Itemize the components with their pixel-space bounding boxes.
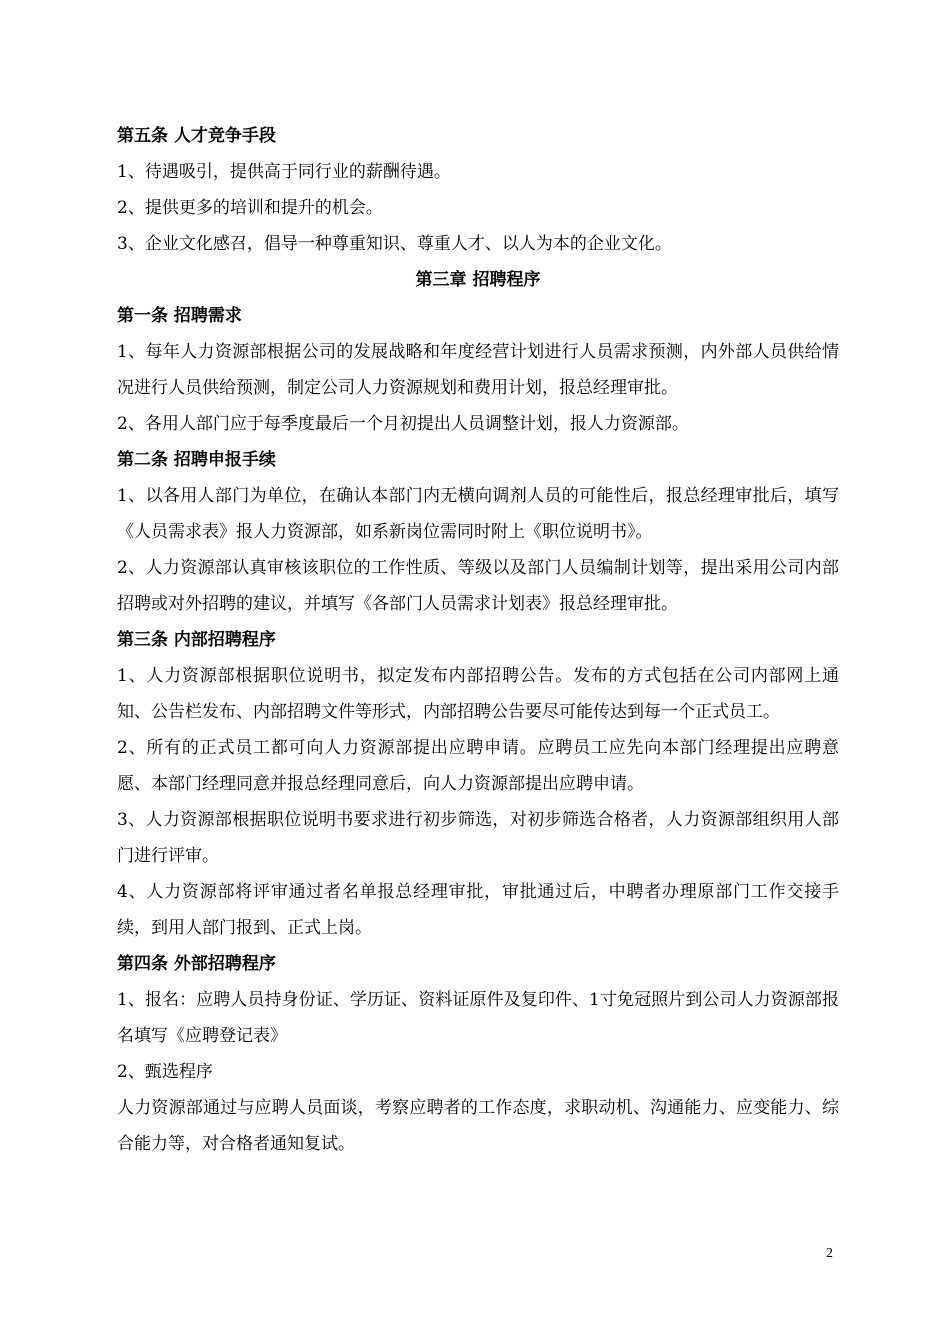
page-number: 2: [826, 1246, 833, 1261]
paragraph: 1、每年人力资源部根据公司的发展战略和年度经营计划进行人员需求预测，内外部人员供给情况进行人员供给预测，制定公司人力资源规划和费用计划，报总经理审批。: [117, 342, 839, 398]
paragraph: 1、以各用人部门为单位，在确认本部门内无横向调剂人员的可能性后，报总经理审批后，填写《人员需求表》报人力资源部，如系新岗位需同时附上《职位说明书》。: [117, 486, 839, 542]
list-item: 1、待遇吸引，提供高于同行业的薪酬待遇。: [117, 162, 451, 182]
paragraph: 2、甄选程序: [117, 1062, 213, 1082]
section-title: 第二条 招聘申报手续: [117, 450, 276, 470]
list-item: 3、企业文化感召，倡导一种尊重知识、尊重人才、以人为本的企业文化。: [117, 234, 672, 254]
chapter-title: 第三章 招聘程序: [415, 270, 541, 290]
paragraph: 1、人力资源部根据职位说明书，拟定发布内部招聘公告。发布的方式包括在公司内部网上通知、公告栏发布、内部招聘文件等形式，内部招聘公告要尽可能传达到每一个正式员工。: [117, 666, 839, 722]
section-title: 第一条 招聘需求: [117, 306, 242, 326]
section-title: 第四条 外部招聘程序: [117, 954, 276, 974]
document-body: [117, 118, 839, 1162]
paragraph: 3、人力资源部根据职位说明书要求进行初步筛选，对初步筛选合格者，人力资源部组织用人部门进行评审。: [117, 810, 839, 866]
paragraph: 2、各用人部门应于每季度最后一个月初提出人员调整计划，报人力资源部。: [117, 414, 689, 434]
section-title: 第三条 内部招聘程序: [117, 630, 276, 650]
section-title: 第五条 人才竞争手段: [117, 126, 276, 146]
list-item: 2、提供更多的培训和提升的机会。: [117, 198, 383, 218]
paragraph: 2、所有的正式员工都可向人力资源部提出应聘申请。应聘员工应先向本部门经理提出应聘意愿、本部门经理同意并报总经理同意后，向人力资源部提出应聘申请。: [117, 738, 839, 794]
paragraph: 1、报名：应聘人员持身份证、学历证、资料证原件及复印件、1寸免冠照片到公司人力资源部报名填写《应聘登记表》: [117, 990, 839, 1046]
paragraph: 人力资源部通过与应聘人员面谈，考察应聘者的工作态度，求职动机、沟通能力、应变能力、综合能力等，对合格者通知复试。: [117, 1098, 839, 1154]
paragraph: 2、人力资源部认真审核该职位的工作性质、等级以及部门人员编制计划等，提出采用公司内部招聘或对外招聘的建议，并填写《各部门人员需求计划表》报总经理审批。: [117, 558, 839, 614]
paragraph: 4、人力资源部将评审通过者名单报总经理审批，审批通过后，中聘者办理原部门工作交接手续，到用人部门报到、正式上岗。: [117, 882, 839, 938]
